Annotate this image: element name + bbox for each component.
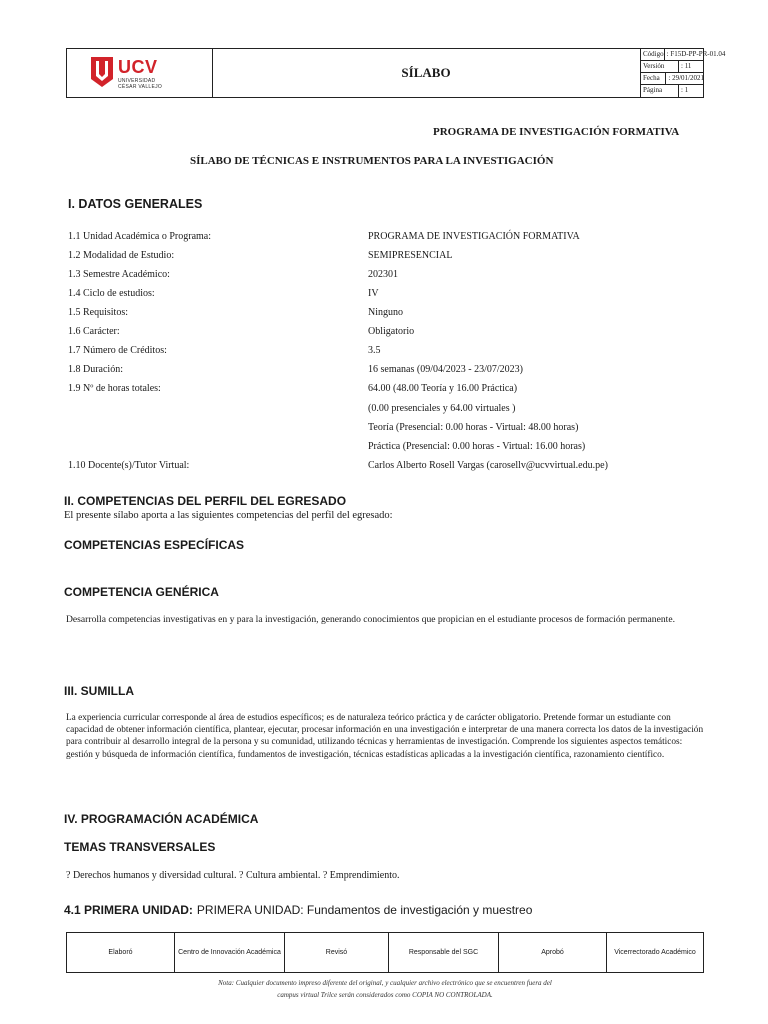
datos-value: (0.00 presenciales y 64.00 virtuales ) — [368, 403, 516, 414]
footer-note — [66, 977, 704, 1001]
temas-transversales-text: ? Derechos humanos y diversidad cultural. ? Cultura ambiental. ? Emprendimiento. — [66, 870, 400, 881]
datos-value: 16 semanas (09/04/2023 - 23/07/2023) — [368, 364, 523, 375]
datos-value: PROGRAMA DE INVESTIGACIÓN FORMATIVA — [368, 231, 580, 242]
section-programacion-title: IV. PROGRAMACIÓN ACADÉMICA — [64, 812, 259, 826]
logo-brand: UCV — [118, 57, 158, 77]
datos-value: Ninguno — [368, 307, 403, 318]
datos-label: 1.2 Modalidad de Estudio: — [68, 250, 175, 261]
datos-label: 1.8 Duración: — [68, 364, 123, 375]
competencias-especificas-title: COMPETENCIAS ESPECÍFICAS — [64, 538, 245, 552]
datos-label: 1.4 Ciclo de estudios: — [68, 288, 155, 299]
meta-key: Versión — [641, 61, 679, 72]
meta-value: : F15D-PP-PR-01.04 — [666, 50, 726, 58]
competencia-generica-text: Desarrolla competencias investigativas en y para la investigación, generando conocimientos que propician en el estudiante procesos de formación permanente. — [66, 614, 675, 625]
logo-cell — [67, 49, 213, 97]
approval-cell: Vicerrectorado Académico — [614, 948, 696, 956]
unit-heading — [64, 901, 532, 919]
datos-value: 3.5 — [368, 345, 381, 356]
meta-row-code — [641, 49, 726, 61]
datos-value: 64.00 (48.00 Teoría y 16.00 Práctica) — [368, 383, 518, 394]
sumilla-text: La experiencia curricular corresponde al área de estudios específicos; es de naturaleza teórico práctica y de carácter obligatorio. Pretende formar un estudiante con capacidad de obtener información científica, plantear, ejecutar, procesar información en una investigación e interpretar de una manera correcta los datos de la investigación para contribuir al desarrollo integral de la persona y su comunidad, utilizando técnicas y herramientas de investigación. Comprende los siguientes aspectos temáticos: gestión y búsqueda de información científica, fundamentos de investigación, técnicas estadísticas aplicadas a la investigación científica, razonamiento científico. — [66, 713, 704, 760]
datos-label: 1.6 Carácter: — [68, 326, 120, 337]
datos-value: IV — [368, 288, 379, 299]
datos-value: Obligatorio — [368, 326, 415, 337]
footer-note-line1: Nota: Cualquier documento impreso diferente del original, y cualquier archivo electrónico que se encuentren fuera del — [218, 979, 552, 987]
meta-value: : 11 — [681, 62, 692, 70]
approval-cell: Revisó — [285, 933, 389, 972]
meta-key: Código — [643, 50, 664, 58]
datos-value: 202301 — [368, 269, 398, 280]
meta-row-date — [641, 73, 704, 85]
datos-label: 1.5 Requisitos: — [68, 307, 129, 318]
section-competencias-title: II. COMPETENCIAS DEL PERFIL DEL EGRESADO — [64, 494, 347, 508]
approval-cell: Responsable del SGC — [389, 933, 499, 972]
datos-value: SEMIPRESENCIAL — [368, 250, 453, 261]
approval-table — [66, 932, 704, 973]
datos-value: Carlos Alberto Rosell Vargas (carosellv@ucvvirtual.edu.pe) — [368, 460, 608, 471]
unit-prefix: 4.1 PRIMERA UNIDAD: — [64, 903, 193, 917]
datos-value: Práctica (Presencial: 0.00 horas - Virtual: 16.00 horas) — [368, 441, 586, 452]
unit-title: PRIMERA UNIDAD: Fundamentos de investigación y muestreo — [196, 903, 533, 917]
temas-transversales-title: TEMAS TRANSVERSALES — [64, 840, 216, 854]
logo-line1: UNIVERSIDAD — [118, 78, 156, 84]
approval-cell: Centro de Innovación Académica — [175, 933, 285, 972]
section-datos-generales-title: I. DATOS GENERALES — [68, 197, 203, 211]
document-header — [66, 48, 726, 98]
datos-label: 1.1 Unidad Académica o Programa: — [68, 231, 212, 242]
approval-cell: Elaboró — [67, 933, 175, 972]
meta-value: : 29/01/2021 — [668, 74, 704, 82]
document-title: SÍLABO — [212, 49, 641, 97]
datos-label: 1.3 Semestre Académico: — [68, 269, 170, 280]
approval-cell: Aprobó — [499, 933, 607, 972]
section-sumilla-title: III. SUMILLA — [64, 684, 134, 698]
datos-label: 1.7 Número de Créditos: — [68, 345, 167, 356]
ucv-logo — [91, 57, 191, 91]
ucv-shield-icon — [91, 57, 113, 87]
logo-line2: CÉSAR VALLEJO — [118, 84, 163, 90]
footer-note-line2: campus virtual Trilce serán considerados como COPIA NO CONTROLADA. — [277, 991, 493, 999]
document-meta — [641, 49, 726, 97]
meta-row-version — [641, 61, 704, 73]
meta-value: : 1 — [681, 86, 689, 94]
competencias-intro: El presente sílabo aporta a las siguientes competencias del perfil del egresado: — [64, 510, 393, 521]
datos-value: Teoría (Presencial: 0.00 horas - Virtual: 48.00 horas) — [368, 422, 579, 433]
meta-key: Fecha — [641, 73, 666, 84]
competencia-generica-title: COMPETENCIA GENÉRICA — [64, 585, 219, 599]
meta-row-page — [641, 85, 704, 97]
datos-label: 1.9 Nº de horas totales: — [68, 383, 161, 394]
meta-key: Página — [641, 85, 679, 97]
program-heading: PROGRAMA DE INVESTIGACIÓN FORMATIVA — [433, 126, 680, 138]
syllabus-heading: SÍLABO DE TÉCNICAS E INSTRUMENTOS PARA LA INVESTIGACIÓN — [190, 155, 554, 167]
datos-label: 1.10 Docente(s)/Tutor Virtual: — [68, 460, 190, 471]
